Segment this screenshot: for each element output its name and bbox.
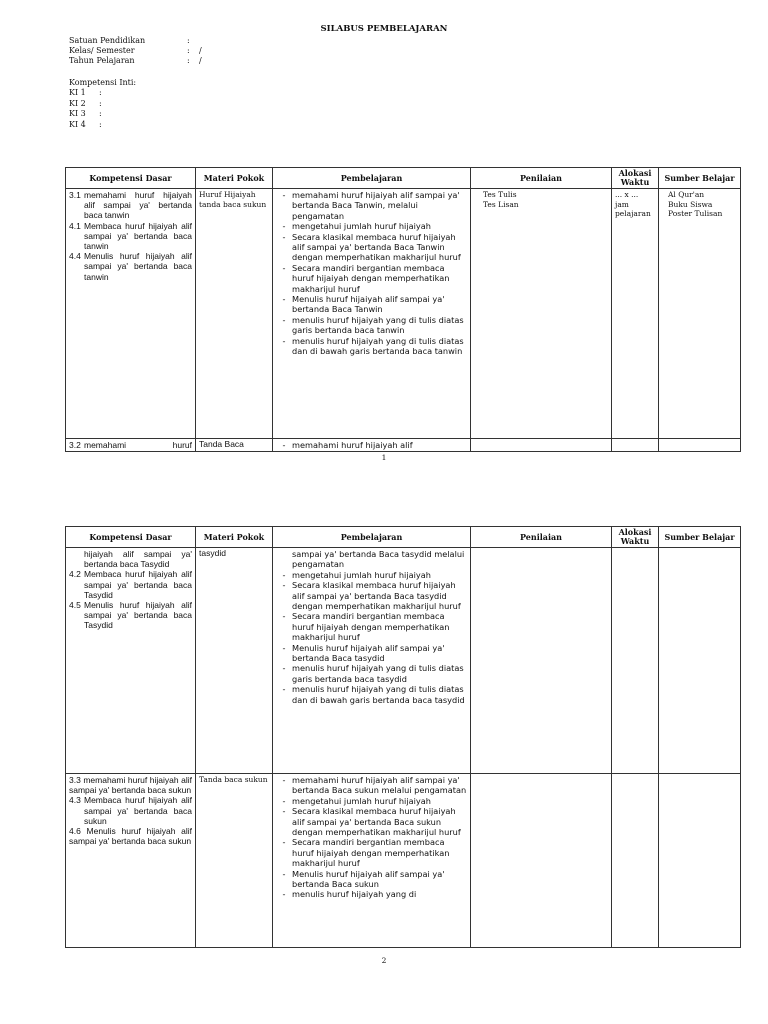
header-sumber-belajar: Sumber Belajar	[659, 168, 741, 189]
pembelajaran-cell	[273, 548, 471, 774]
learning-activity	[276, 221, 467, 231]
header-penilaian: Penilaian	[471, 527, 612, 548]
table-row	[66, 548, 741, 774]
bullet: -	[282, 580, 286, 591]
alokasi-waktu-cell	[612, 189, 659, 439]
ki-heading: Kompetensi Inti:	[69, 78, 137, 87]
learning-activity	[276, 570, 467, 580]
info-row	[69, 36, 202, 46]
ki-separator: :	[99, 98, 102, 108]
activity-text: Secara klasikal membaca huruf hijaiyah alif sampai ya' bertanda Baca tasydid dengan memperhatikan makharijul huruf	[292, 580, 461, 612]
learning-activity	[276, 336, 467, 357]
activity-text: Secara klasikal membaca huruf hijaiyah alif sampai ya' bertanda Baca sukun dengan memperhatikan makharijul huruf	[292, 806, 461, 838]
activity-text: sampai ya' bertanda Baca tasydid melalui pengamatan	[292, 549, 465, 570]
learning-activity	[276, 684, 467, 705]
learning-activity	[276, 232, 467, 263]
kd-text: Membaca huruf hijaiyah alif sampai ya' bertanda baca tanwin	[84, 220, 192, 252]
bullet: -	[282, 837, 286, 848]
learning-activity	[276, 837, 467, 868]
header-penilaian: Penilaian	[471, 168, 612, 189]
kompetensi-dasar-cell	[66, 439, 196, 452]
header-pembelajaran: Pembelajaran	[273, 168, 471, 189]
alokasi-waktu-cell	[612, 774, 659, 948]
activity-text: Secara mandiri bergantian membaca huruf hijaiyah dengan memperhatikan makharijul huruf	[292, 262, 450, 294]
sumber-belajar-cell	[659, 189, 741, 439]
learning-activity	[276, 294, 467, 315]
info-row	[69, 56, 202, 66]
bullet: -	[282, 684, 286, 695]
time-allocation-line: pelajaran	[615, 209, 651, 219]
assessment-item: Tes Lisan	[483, 199, 519, 209]
ki-label: KI 1	[69, 88, 86, 98]
kd-number: 4.5	[69, 600, 81, 611]
header-alokasi-waktu: Alokasi Waktu	[612, 168, 659, 189]
header-alokasi-waktu: Alokasi Waktu	[612, 527, 659, 548]
kd-text: memahami huruf hijaiyah alif sampai ya' bertanda baca tanwin	[84, 190, 192, 221]
activity-text: mengetahui jumlah huruf hijaiyah	[292, 221, 431, 232]
activity-text: mengetahui jumlah huruf hijaiyah	[292, 569, 431, 580]
pembelajaran-cell	[273, 774, 471, 948]
bullet: -	[282, 889, 286, 900]
ki-row	[69, 99, 136, 109]
activity-text: Secara mandiri bergantian membaca huruf hijaiyah dengan memperhatikan makharijul huruf	[292, 611, 450, 643]
ki-label: KI 4	[69, 119, 86, 129]
materi-pokok-cell: tasydid	[196, 548, 273, 774]
materi-pokok-cell: Tanda baca sukun	[196, 774, 273, 948]
penilaian-cell	[471, 774, 612, 948]
ki-row	[69, 120, 136, 130]
bullet: -	[282, 314, 286, 325]
bullet: -	[282, 795, 286, 806]
info-label: Tahun Pelajaran	[69, 56, 135, 66]
alokasi-waktu-cell	[612, 439, 659, 452]
activity-text: memahami huruf hijaiyah alif	[292, 440, 413, 450]
penilaian-cell	[471, 548, 612, 774]
kd-text: Menulis huruf hijaiyah alif sampai ya' bertanda baca Tasydid	[84, 600, 192, 631]
learning-activity	[276, 611, 467, 642]
activity-text: mengetahui jumlah huruf hijaiyah	[292, 795, 431, 806]
kd-number: 4.1	[69, 220, 81, 231]
penilaian-cell	[471, 439, 612, 452]
activity-text: Menulis huruf hijaiyah alif sampai ya' bertanda Baca tasydid	[292, 642, 445, 664]
learning-activity	[276, 580, 467, 611]
kompetensi-dasar-cell	[66, 548, 196, 774]
bullet: -	[282, 569, 286, 580]
bullet-spacer	[276, 549, 292, 570]
ki-row	[69, 109, 136, 119]
bullet: -	[282, 642, 286, 653]
source-item: Buku Siswa	[668, 199, 713, 209]
activity-text: memahami huruf hijaiyah alif sampai ya' bertanda Baca sukun melalui pengamatan	[292, 775, 467, 796]
activity-text: menulis huruf hijaiyah yang di tulis diatas dan di bawah garis bertanda baca tasydid	[292, 684, 465, 705]
pembelajaran-cell	[273, 439, 471, 452]
kd-text: memahami huruf	[84, 440, 192, 450]
header-pembelajaran: Pembelajaran	[273, 527, 471, 548]
bullet: -	[282, 262, 286, 273]
sumber-belajar-cell	[659, 439, 741, 452]
table-header-row	[66, 527, 741, 548]
document-title: SILABUS PEMBELAJARAN	[320, 24, 448, 34]
kd-text: hijaiyah alif sampai ya' bertanda baca Tasydid	[84, 549, 192, 570]
learning-activity	[276, 440, 467, 450]
info-separator: :	[187, 36, 190, 45]
page-number: 2	[381, 956, 387, 965]
table-row	[66, 189, 741, 439]
kd-item	[69, 569, 192, 600]
learning-activity	[276, 190, 467, 221]
kd-number: 4.2	[69, 569, 81, 580]
learning-activity-continued	[276, 549, 467, 570]
header-kompetensi-dasar: Kompetensi Dasar	[66, 527, 196, 548]
learning-activity	[276, 775, 467, 796]
kd-item	[69, 221, 192, 252]
ki-label: KI 2	[69, 98, 86, 108]
syllabus-table-page-1	[65, 167, 741, 452]
table-row	[66, 774, 741, 948]
info-separator: :	[187, 46, 190, 56]
info-label: Satuan Pendidikan	[69, 36, 146, 45]
kd-item	[69, 795, 192, 826]
ki-label: KI 3	[69, 109, 86, 119]
bullet: -	[282, 663, 286, 674]
kd-item	[69, 251, 192, 282]
learning-activity	[276, 663, 467, 684]
time-allocation-line: jam	[615, 199, 629, 209]
activity-text: memahami huruf hijaiyah alif sampai ya' bertanda Baca Tanwin, melalui pengamatan	[292, 190, 460, 221]
kd-number: 3.1	[69, 190, 81, 200]
kd-text: Membaca huruf hijaiyah alif sampai ya' bertanda baca sukun	[84, 795, 192, 826]
header-sumber-belajar: Sumber Belajar	[659, 527, 741, 548]
bullet: -	[282, 440, 286, 450]
info-separator: :	[187, 56, 190, 66]
learning-activity	[276, 315, 467, 336]
ki-separator: :	[99, 119, 102, 129]
bullet: -	[282, 806, 286, 817]
learning-activity	[276, 263, 467, 294]
time-allocation-line: ... x ...	[615, 190, 639, 199]
materi-pokok-cell: Tanda Baca	[196, 439, 273, 452]
kompetensi-dasar-cell	[66, 189, 196, 439]
activity-text: Menulis huruf hijaiyah alif sampai ya' bertanda Baca sukun	[292, 868, 445, 890]
activity-text: Secara klasikal membaca huruf hijaiyah alif sampai ya' bertanda Baca Tanwin dengan memperhatikan makharijul huruf	[292, 231, 461, 263]
pembelajaran-cell	[273, 189, 471, 439]
ki-separator: :	[99, 88, 102, 98]
header-materi-pokok: Materi Pokok	[196, 527, 273, 548]
header-materi-pokok: Materi Pokok	[196, 168, 273, 189]
kd-text: 3.3 memahami huruf hijaiyah alif sampai ya' bertanda baca sukun	[69, 775, 192, 796]
activity-text: Menulis huruf hijaiyah alif sampai ya' bertanda Baca Tanwin	[292, 294, 445, 315]
page-number: 1	[381, 453, 387, 462]
table-row	[66, 439, 741, 452]
source-item: Poster Tulisan	[668, 209, 723, 219]
assessment-item: Tes Tulis	[483, 190, 517, 199]
learning-activity	[276, 889, 467, 899]
learning-activity	[276, 869, 467, 890]
bullet: -	[282, 190, 286, 200]
info-row	[69, 46, 202, 56]
bullet: -	[282, 335, 286, 346]
activity-text: menulis huruf hijaiyah yang di tulis diatas garis bertanda baca tanwin	[292, 314, 464, 336]
bullet: -	[282, 775, 286, 785]
activity-text: Secara mandiri bergantian membaca huruf hijaiyah dengan memperhatikan makharijul huruf	[292, 837, 450, 869]
info-label: Kelas/ Semester	[69, 46, 135, 56]
kd-item	[69, 440, 192, 450]
learning-activity	[276, 796, 467, 806]
source-item: Al Qur'an	[668, 190, 705, 199]
kd-number: 3.2	[69, 440, 81, 450]
kompetensi-dasar-cell	[66, 774, 196, 948]
bullet: -	[282, 868, 286, 879]
bullet: -	[282, 221, 286, 232]
page-2	[0, 490, 768, 1024]
page-1	[0, 0, 768, 490]
kd-text: Menulis huruf hijaiyah alif sampai ya' bertanda baca tanwin	[84, 251, 192, 282]
learning-activity	[276, 643, 467, 664]
bullet: -	[282, 231, 286, 242]
kd-item	[69, 190, 192, 221]
kd-item	[69, 600, 192, 631]
header-kompetensi-dasar: Kompetensi Dasar	[66, 168, 196, 189]
kd-number: 4.4	[69, 251, 81, 262]
sumber-belajar-cell	[659, 548, 741, 774]
ki-separator: :	[99, 109, 102, 119]
penilaian-cell	[471, 189, 612, 439]
activity-text: menulis huruf hijaiyah yang di tulis diatas dan di bawah garis bertanda baca tanwin	[292, 335, 464, 357]
kd-text: Membaca huruf hijaiyah alif sampai ya' bertanda baca Tasydid	[84, 569, 192, 600]
info-value: /	[199, 46, 202, 56]
table-header-row	[66, 168, 741, 189]
activity-text: menulis huruf hijaiyah yang di tulis diatas garis bertanda baca tasydid	[292, 663, 464, 684]
ki-row	[69, 88, 136, 98]
materi-pokok-cell: Huruf Hijaiyah tanda baca sukun	[196, 189, 273, 439]
kd-text: 4.6 Menulis huruf hijaiyah alif sampai ya' bertanda baca sukun	[69, 826, 192, 847]
bullet: -	[282, 611, 286, 622]
kompetensi-inti-block	[69, 78, 136, 130]
bullet: -	[282, 294, 286, 305]
learning-activity	[276, 806, 467, 837]
identity-block	[69, 36, 202, 67]
info-value: /	[199, 56, 202, 66]
activity-text: menulis huruf hijaiyah yang di	[292, 889, 417, 900]
sumber-belajar-cell	[659, 774, 741, 948]
syllabus-table-page-2	[65, 526, 741, 948]
kd-number: 4.3	[69, 795, 81, 806]
alokasi-waktu-cell	[612, 548, 659, 774]
